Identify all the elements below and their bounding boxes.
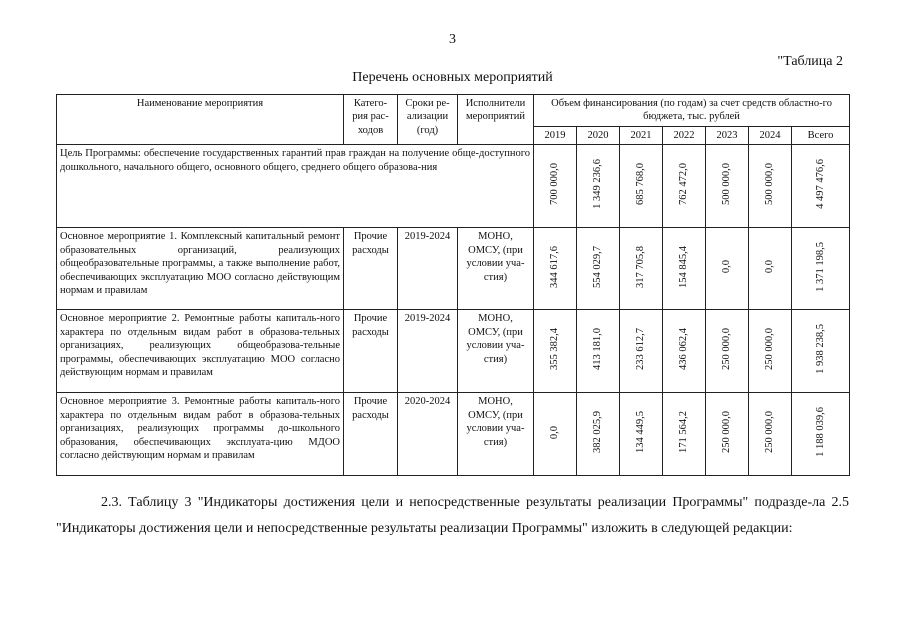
funding-value: 762 472,0 — [678, 163, 690, 206]
funding-total: 4 497 476,6 — [814, 159, 826, 210]
table-label: "Таблица 2 — [777, 54, 843, 69]
funding-total: 1 938 238,5 — [814, 324, 826, 375]
goal-row — [57, 145, 850, 228]
funding-value: 413 181,0 — [592, 328, 604, 371]
measure-name: Основное мероприятие 1. Комплексный капитальный ремонт образовательных организаций, реализующих общеобразовательные программы, а также выполнение работ, обеспечивающих эксплуатацию МОО согласно действующим нормам и правилам — [57, 228, 344, 310]
header-year: 2022 — [663, 126, 706, 144]
deadline: 2020-2024 — [398, 393, 458, 476]
table-row — [57, 393, 850, 476]
goal-text: Цель Программы: обеспечение государственных гарантий прав граждан на получение обще-доступного дошкольного, начального общего, основного общего, среднего общего образова-ния — [57, 145, 534, 228]
funding-value: 250 000,0 — [764, 411, 776, 454]
funding-value: 171 564,2 — [678, 411, 690, 454]
header-year: 2019 — [534, 126, 577, 144]
executors: МОНО, ОМСУ, (при условии уча-стия) — [458, 393, 534, 476]
funding-value: 0,0 — [764, 260, 776, 274]
funding-value: 134 449,5 — [635, 411, 647, 454]
funding-value: 700 000,0 — [549, 163, 561, 206]
header-year: 2020 — [577, 126, 620, 144]
funding-value: 685 768,0 — [635, 163, 647, 206]
funding-value: 233 612,7 — [635, 328, 647, 371]
funding-value: 317 705,8 — [635, 245, 647, 288]
funding-value: 0,0 — [549, 425, 561, 439]
executors: МОНО, ОМСУ, (при условии уча-стия) — [458, 228, 534, 310]
header-deadlines: Сроки ре-ализации (год) — [398, 95, 458, 145]
funding-total: 1 188 039,6 — [814, 407, 826, 458]
deadline: 2019-2024 — [398, 228, 458, 310]
funding-value: 1 349 236,6 — [592, 159, 604, 210]
expense-category: Прочие расходы — [344, 310, 398, 393]
funding-total: 1 371 198,5 — [814, 241, 826, 292]
header-year: 2023 — [706, 126, 749, 144]
funding-value: 500 000,0 — [721, 163, 733, 206]
header-executors: Исполнители мероприятий — [458, 95, 534, 145]
funding-value: 436 062,4 — [678, 328, 690, 371]
funding-value: 344 617,6 — [549, 245, 561, 288]
deadline: 2019-2024 — [398, 310, 458, 393]
header-year: 2024 — [749, 126, 792, 144]
executors: МОНО, ОМСУ, (при условии уча-стия) — [458, 310, 534, 393]
table-title: Перечень основных мероприятий — [352, 70, 553, 85]
header-name: Наименование мероприятия — [57, 95, 344, 145]
funding-value: 0,0 — [721, 260, 733, 274]
expense-category: Прочие расходы — [344, 393, 398, 476]
table-row — [57, 228, 850, 310]
funding-value: 250 000,0 — [721, 411, 733, 454]
funding-value: 250 000,0 — [721, 328, 733, 371]
page-number: 3 — [449, 32, 456, 47]
body-paragraph: 2.3. Таблицу 3 "Индикаторы достижения цели и непосредственные результаты реализации Программы" подразде-ла 2.5 "Индикаторы достижения цели и непосредственные результаты реализации Программы" изложить в следующей редакции: — [56, 495, 849, 536]
header-funding: Объем финансирования (по годам) за счет средств областно-го бюджета, тыс. рублей — [534, 95, 850, 127]
header-category: Катего-рия рас-ходов — [344, 95, 398, 145]
funding-value: 382 025,9 — [592, 411, 604, 454]
table-row — [57, 310, 850, 393]
measure-name: Основное мероприятие 3. Ремонтные работы капиталь-ного характера по отдельным видам работ в образова-тельных организациях, реализующих программы до-школьного образования, обеспечивающих эксплуата-цию МДОО согласно действующим нормам и правилам — [57, 393, 344, 476]
funding-value: 355 382,4 — [549, 328, 561, 371]
funding-value: 250 000,0 — [764, 328, 776, 371]
measures-table — [56, 94, 850, 476]
measure-name: Основное мероприятие 2. Ремонтные работы капиталь-ного характера по отдельным видам работ в образова-тельных организациях, реализующих общеобразова-тельные программы, обеспечивающих эксплуатацию МОО согласно действующим нормам и правилам — [57, 310, 344, 393]
header-total: Всего — [792, 126, 850, 144]
funding-value: 554 029,7 — [592, 245, 604, 288]
funding-value: 500 000,0 — [764, 163, 776, 206]
funding-value: 154 845,4 — [678, 245, 690, 288]
header-year: 2021 — [620, 126, 663, 144]
expense-category: Прочие расходы — [344, 228, 398, 310]
